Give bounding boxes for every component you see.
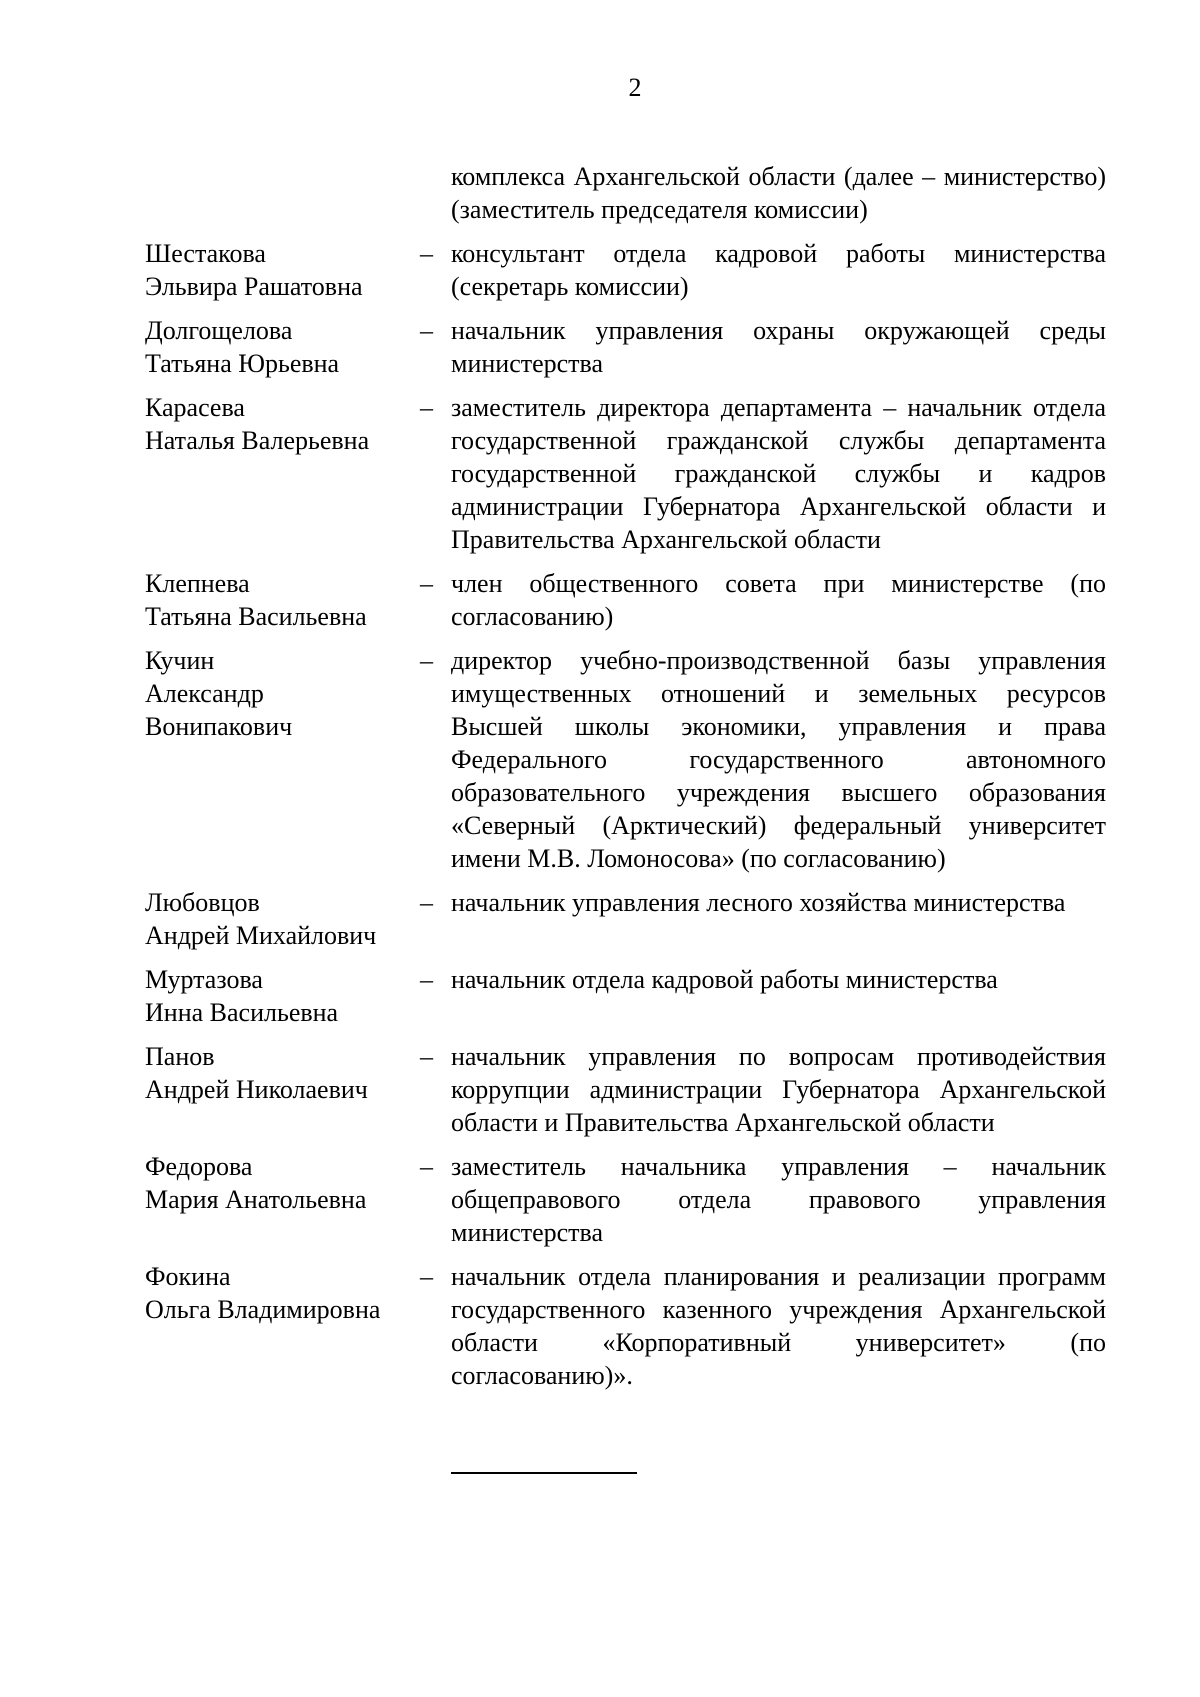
end-divider-line (451, 1472, 637, 1474)
continuation-text: комплекса Архангельской области (далее – министерство) (заместитель председателя комиссии) (451, 162, 1106, 224)
member-entry (145, 644, 1106, 875)
member-name: Кучин Александр Вонипакович (145, 646, 293, 741)
member-entry (145, 237, 1106, 303)
member-name: Федорова Мария Анатольевна (145, 1152, 367, 1214)
member-entry (145, 314, 1106, 380)
member-name: Любовцов Андрей Михайлович (145, 888, 377, 950)
member-name: Карасева Наталья Валерьевна (145, 393, 370, 455)
member-name: Фокина Ольга Владимировна (145, 1262, 381, 1324)
member-name: Муртазова Инна Васильевна (145, 965, 339, 1027)
member-role: заместитель начальника управления – начальник общеправового отдела правового управления министерства (451, 1152, 1106, 1247)
member-role: начальник управления лесного хозяйства министерства (451, 888, 1066, 917)
member-name: Клепнева Татьяна Васильевна (145, 569, 367, 631)
member-name: Шестакова Эльвира Рашатовна (145, 239, 363, 301)
member-entry (145, 1260, 1106, 1392)
member-entry (145, 567, 1106, 633)
member-dash: – (420, 965, 433, 994)
member-dash: – (420, 1262, 433, 1291)
member-dash: – (420, 316, 433, 345)
member-entry (145, 391, 1106, 556)
member-dash: – (420, 393, 433, 422)
member-entry (145, 963, 1106, 1029)
member-dash: – (420, 888, 433, 917)
member-name: Панов Андрей Николаевич (145, 1042, 368, 1104)
page-number: 2 (628, 73, 642, 102)
member-entry (145, 1040, 1106, 1139)
member-role: консультант отдела кадровой работы министерства (секретарь комиссии) (451, 239, 1106, 301)
member-role: начальник управления охраны окружающей среды министерства (451, 316, 1106, 378)
member-dash: – (420, 646, 433, 675)
member-dash: – (420, 239, 433, 268)
member-entry (145, 886, 1106, 952)
member-entry (145, 1150, 1106, 1249)
member-dash: – (420, 1152, 433, 1181)
member-role: заместитель директора департамента – начальник отдела государственной гражданской службы департамента государственной гражданской службы и кадров администрации Губернатора Архангельской области и Правительства Архангельской области (451, 393, 1106, 554)
member-role: член общественного совета при министерстве (по согласованию) (451, 569, 1106, 631)
member-name: Долгощелова Татьяна Юрьевна (145, 316, 340, 378)
member-role: начальник отдела кадровой работы министерства (451, 965, 998, 994)
member-role: начальник управления по вопросам противодействия коррупции администрации Губернатора Архангельской области и Правительства Архангельской области (451, 1042, 1106, 1137)
member-role: начальник отдела планирования и реализации программ государственного казенного учреждения Архангельской области «Корпоративный университет» (по согласованию)». (451, 1262, 1106, 1390)
member-dash: – (420, 1042, 433, 1071)
member-role: директор учебно-производственной базы управления имущественных отношений и земельных ресурсов Высшей школы экономики, управления и права Федерального государственного автономного образовательного учреждения высшего образования «Северный (Арктический) федеральный университет имени М.В. Ломоносова» (по согласованию) (451, 646, 1106, 873)
member-dash: – (420, 569, 433, 598)
commission-member-list (145, 237, 1106, 1403)
